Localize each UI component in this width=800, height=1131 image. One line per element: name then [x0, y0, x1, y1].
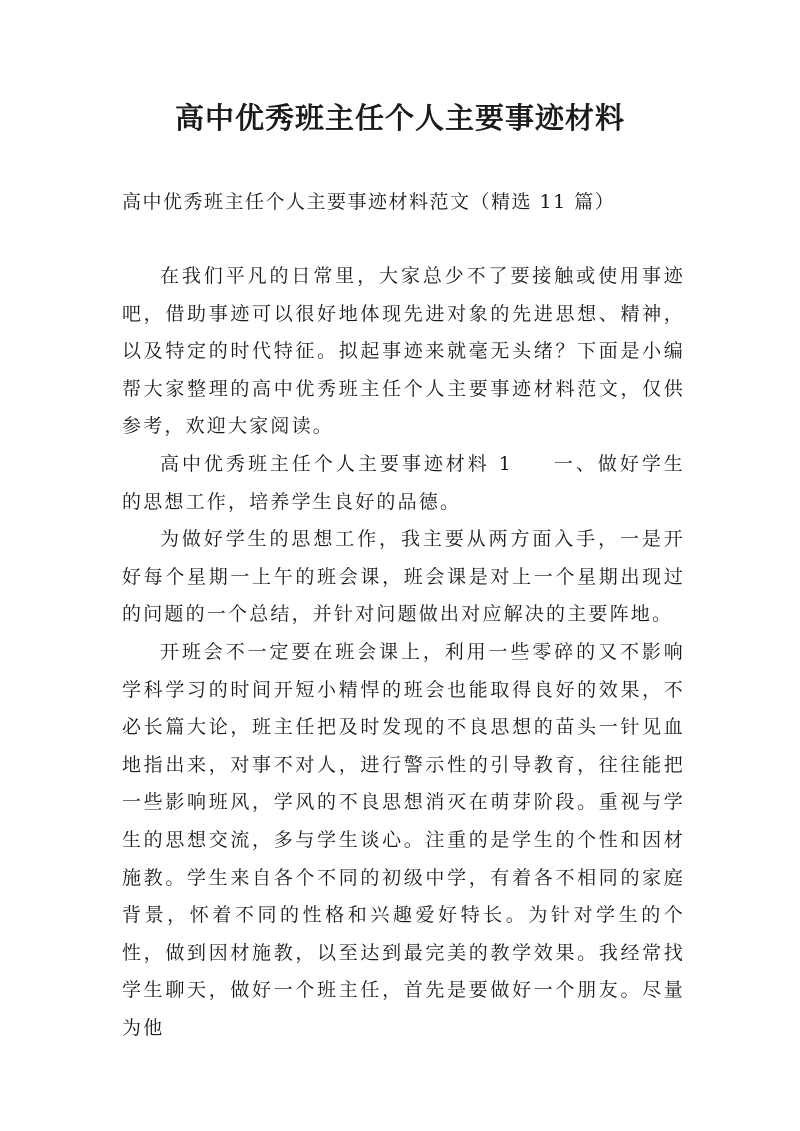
paragraph-short-meetings: 开班会不一定要在班会课上，利用一些零碎的又不影响学科学习的时间开短小精悍的班会也能取得良好的效果，不必长篇大论，班主任把及时发现的不良思想的苗头一针见血地指出来，对事不对人，进行警示性的引导教育，往往能把一些影响班风，学风的不良思想消灭在萌芽阶段。重视与学生的思想交流，多与学生谈心。注重的是学生的个性和因材施教。学生来自各个不同的初级中学，有着各不相同的家庭背景，怀着不同的性格和兴趣爱好特长。为针对学生的个性，做到因材施教，以至达到最完美的教学效果。我经常找学生聊天，做好一个班主任，首先是要做好一个朋友。尽量为他: [122, 640, 685, 1039]
paragraph-section-1: [122, 446, 685, 521]
paragraph-class-meeting: 为做好学生的思想工作，我主要从两方面入手，一是开好每个星期一上午的班会课，班会课是对上一个星期出现过的问题的一个总结，并针对问题做出对应解决的主要阵地。: [122, 528, 685, 626]
section-point: 一、做好学生的思想工作，培养学生良好的品德。: [122, 452, 686, 513]
document-title: 高中优秀班主任个人主要事迹材料: [174, 101, 625, 135]
paragraph-intro: 在我们平凡的日常里，大家总少不了要接触或使用事迹吧，借助事迹可以很好地体现先进对象的先进思想、精神，以及特定的时代特征。拟起事迹来就毫无头绪？下面是小编帮大家整理的高中优秀班主任个人主要事迹材料范文，仅供参考，欢迎大家阅读。: [122, 265, 685, 438]
section-heading: 高中优秀班主任个人主要事迹材料 1: [160, 452, 514, 475]
document-body: [122, 258, 685, 1047]
document-subtitle: 高中优秀班主任个人主要事迹材料范文（精选 11 篇）: [122, 191, 616, 213]
